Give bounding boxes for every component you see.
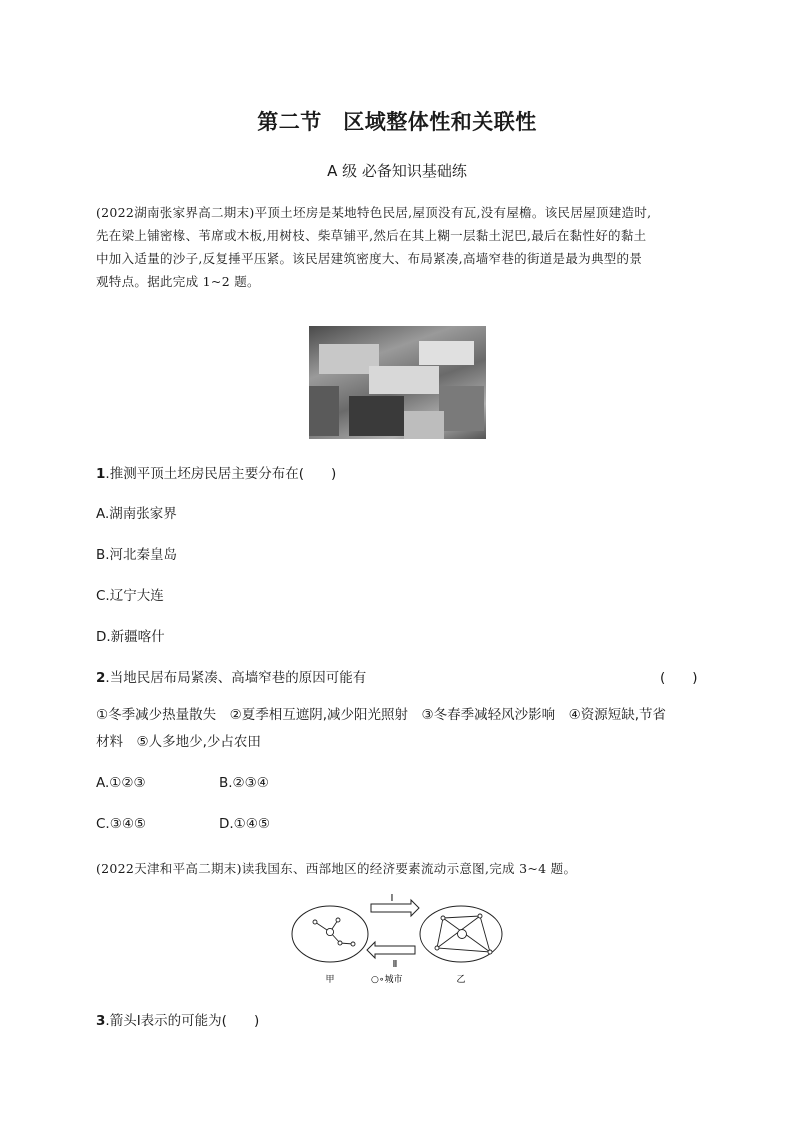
question-1	[96, 462, 336, 482]
q1-option-b[interactable]: B.河北秦皇岛	[96, 547, 178, 563]
passage-1	[96, 201, 700, 293]
question-number: 3	[96, 1013, 106, 1029]
q1-option-d[interactable]: D.新疆喀什	[96, 629, 165, 645]
passage-1-line: 观特点。据此完成 1~2 题。	[96, 274, 260, 289]
passage-1-line: 中加入适量的沙子,反复捶平压紧。该民居建筑密度大、布局紧凑,高墙窄巷的街道是最为典型的景	[96, 251, 643, 266]
left-network	[313, 918, 355, 946]
passage-1-line: (2022湖南张家界高二期末)平顶土坯房是某地特色民居,屋顶没有瓦,没有屋檐。该民居屋顶建造时,	[96, 205, 652, 220]
question-stem: .当地民居布局紧凑、高墙窄巷的原因可能有	[105, 670, 367, 686]
q2-option-b[interactable]: B.②③④	[219, 775, 269, 791]
q2-option-c[interactable]: C.③④⑤	[96, 816, 147, 832]
statement-line: 材料 ⑤人多地少,少占农田	[96, 734, 261, 750]
right-network	[435, 914, 492, 954]
q2-statements	[96, 702, 708, 756]
statement-line: ①冬季减少热量散失 ②夏季相互遮阴,减少阳光照射 ③冬春季减轻风沙影响 ④资源短缺,节省	[96, 707, 666, 723]
question-2	[96, 666, 366, 686]
arrow-two	[367, 942, 415, 958]
legend-city: ○∘城市	[371, 975, 403, 985]
question-number: 1	[96, 466, 106, 482]
passage-1-line: 先在梁上铺密椽、苇席或木板,用树枝、柴草铺平,然后在其上糊一层黏土泥巴,最后在黏性好的黏土	[96, 228, 647, 243]
flat-roof-houses-photo	[309, 326, 486, 439]
answer-blank: ( )	[660, 670, 698, 686]
q1-option-c[interactable]: C.辽宁大连	[96, 588, 164, 604]
economic-flow-diagram	[285, 890, 510, 990]
q2-option-a[interactable]: A.①②③	[96, 775, 146, 791]
arrow-two-label: Ⅱ	[392, 959, 398, 970]
question-stem: .推测平顶土坯房民居主要分布在( )	[105, 466, 337, 482]
passage-2: (2022天津和平高二期末)读我国东、西部地区的经济要素流动示意图,完成 3~4 题。	[96, 861, 577, 876]
section-level-heading: A 级 必备知识基础练	[327, 162, 467, 180]
arrow-one-label: Ⅰ	[390, 893, 394, 904]
region-label-yi: 乙	[456, 975, 466, 985]
page-title: 第二节 区域整体性和关联性	[257, 110, 537, 134]
question-stem: .箭头Ⅰ表示的可能为( )	[105, 1013, 260, 1029]
q2-option-d[interactable]: D.①④⑤	[219, 816, 270, 832]
question-3	[96, 1009, 259, 1029]
q1-option-a[interactable]: A.湖南张家界	[96, 506, 177, 522]
arrow-one	[371, 900, 419, 916]
question-number: 2	[96, 670, 106, 686]
region-label-jia: 甲	[325, 975, 335, 985]
